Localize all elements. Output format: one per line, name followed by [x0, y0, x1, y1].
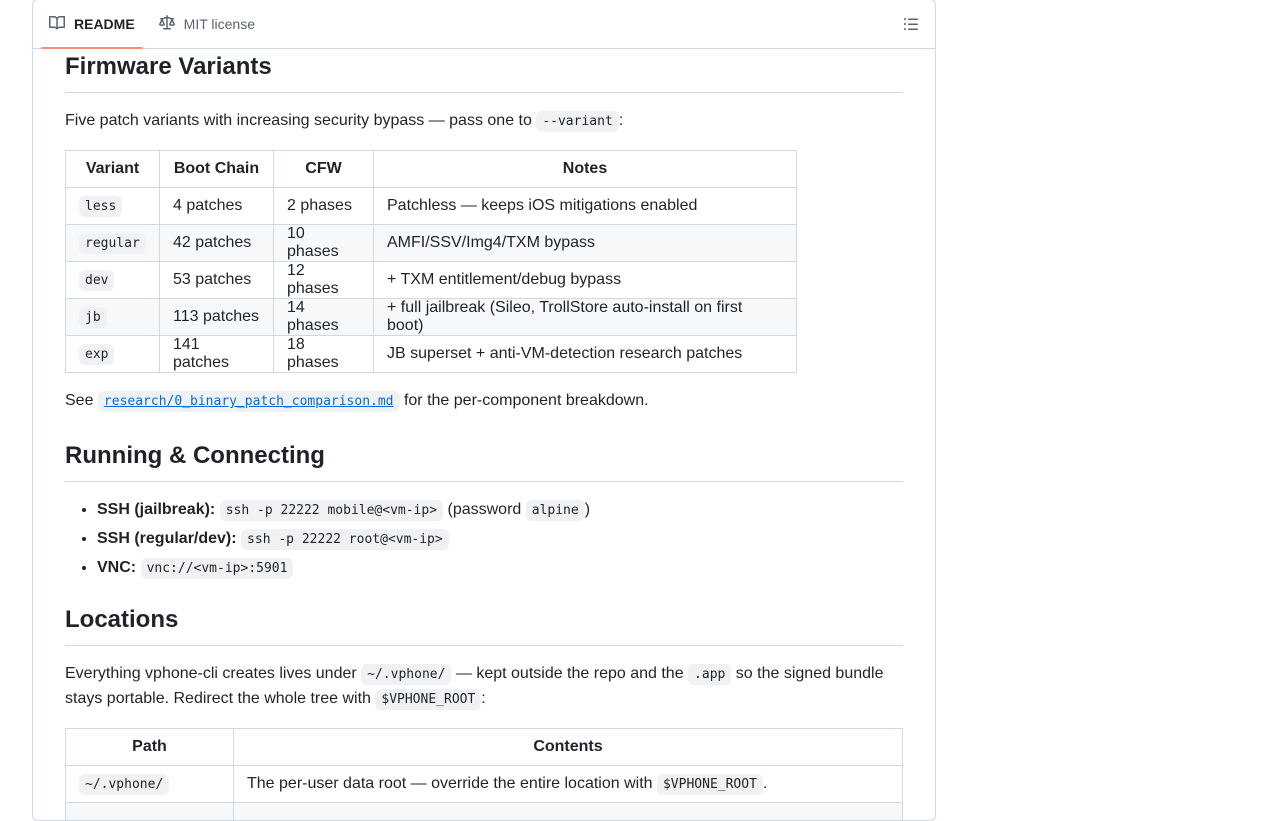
- locations-text: so the signed bundle stays portable. Redirect the whole tree with: [65, 665, 883, 707]
- cell-cfw: 18 phases: [274, 336, 374, 373]
- law-icon: [159, 15, 175, 34]
- vphone-dir-code: ~/.vphone/: [361, 664, 451, 685]
- list-item-suffix-end: ): [585, 501, 590, 518]
- ssh-jailbreak-code: ssh -p 22222 mobile@<vm-ip>: [220, 500, 443, 521]
- table-header-row: [66, 151, 797, 188]
- contents-text: The per-user data root — override the entire location with: [247, 775, 657, 792]
- tab-readme[interactable]: [41, 0, 143, 48]
- vnc-code: vnc://<vm-ip>:5901: [141, 558, 294, 579]
- cell-variant: [66, 299, 160, 336]
- variant-code: jb: [79, 307, 107, 328]
- tab-license-label: MIT license: [184, 16, 255, 32]
- cell-notes: JB superset + anti-VM-detection research patches: [374, 336, 797, 373]
- variant-flag-code: --variant: [536, 111, 618, 132]
- firmware-variants-table: [65, 150, 797, 373]
- list-unordered-icon: [903, 19, 919, 36]
- heading-running-connecting: Running & Connecting: [65, 441, 903, 482]
- patch-comparison-link-code: research/0_binary_patch_comparison.md: [98, 391, 400, 412]
- variant-code: regular: [79, 233, 146, 254]
- column-header: Contents: [234, 729, 903, 766]
- heading-firmware-variants: Firmware Variants: [65, 52, 903, 93]
- cell-notes: AMFI/SSV/Img4/TXM bypass: [374, 225, 797, 262]
- see-paragraph: [65, 389, 903, 414]
- column-header: Notes: [374, 151, 797, 188]
- firmware-intro-colon: :: [619, 112, 623, 129]
- cell-notes: + TXM entitlement/debug bypass: [374, 262, 797, 299]
- cell-notes: + full jailbreak (Sileo, TrollStore auto-install on first boot): [374, 299, 797, 336]
- book-icon: [49, 15, 65, 34]
- locations-text: Everything vphone-cli creates lives under: [65, 665, 361, 682]
- variant-code: dev: [79, 270, 114, 291]
- variant-code: less: [79, 196, 122, 217]
- table-header-row: [66, 729, 903, 766]
- column-header: Variant: [66, 151, 160, 188]
- locations-intro: [65, 662, 903, 712]
- firmware-intro: [65, 109, 903, 134]
- list-item-suffix: (password: [443, 501, 526, 518]
- table-row: [66, 188, 797, 225]
- outline-button[interactable]: [903, 16, 919, 32]
- cell-path: [66, 766, 234, 803]
- cell-variant: [66, 225, 160, 262]
- cell-boot-chain: 53 patches: [160, 262, 274, 299]
- cell-contents: [234, 766, 903, 803]
- cell-boot-chain: 4 patches: [160, 188, 274, 225]
- table-row: [66, 336, 797, 373]
- cell-cfw: 14 phases: [274, 299, 374, 336]
- firmware-intro-text: Five patch variants with increasing security bypass — pass one to: [65, 112, 536, 129]
- see-text-after: for the per-component breakdown.: [400, 392, 649, 409]
- locations-text: :: [481, 690, 485, 707]
- readme-tab-bar: [33, 0, 935, 49]
- password-code: alpine: [526, 500, 585, 521]
- readme-container: [32, 0, 936, 821]
- table-row: [66, 225, 797, 262]
- patch-comparison-link[interactable]: [98, 392, 400, 409]
- cell-variant: [66, 262, 160, 299]
- list-item-label: SSH (jailbreak):: [97, 501, 215, 518]
- connection-list: [65, 498, 903, 581]
- cell-path: [66, 803, 234, 821]
- cell-contents: [234, 803, 903, 821]
- table-row: [66, 803, 903, 821]
- locations-table: [65, 728, 903, 821]
- cell-variant: [66, 188, 160, 225]
- cell-boot-chain: 141 patches: [160, 336, 274, 373]
- list-item: [97, 498, 903, 523]
- vphone-root-code: $VPHONE_ROOT: [657, 774, 763, 795]
- table-row: [66, 262, 797, 299]
- see-text: See: [65, 392, 98, 409]
- list-item-label: SSH (regular/dev):: [97, 530, 237, 547]
- locations-text: — kept outside the repo and the: [451, 665, 688, 682]
- column-header: CFW: [274, 151, 374, 188]
- list-item: [97, 556, 903, 581]
- column-header: Path: [66, 729, 234, 766]
- list-item-label: VNC:: [97, 559, 136, 576]
- cell-boot-chain: 113 patches: [160, 299, 274, 336]
- ssh-regular-code: ssh -p 22222 root@<vm-ip>: [241, 529, 449, 550]
- table-row: [66, 766, 903, 803]
- cell-cfw: 2 phases: [274, 188, 374, 225]
- list-item: [97, 527, 903, 552]
- table-row: [66, 299, 797, 336]
- vphone-root-code: $VPHONE_ROOT: [375, 689, 481, 710]
- tab-readme-label: README: [74, 16, 135, 32]
- contents-text-end: .: [763, 775, 767, 792]
- cell-cfw: 12 phases: [274, 262, 374, 299]
- tab-license[interactable]: [151, 0, 263, 48]
- heading-locations: Locations: [65, 605, 903, 646]
- cell-variant: [66, 336, 160, 373]
- cell-boot-chain: 42 patches: [160, 225, 274, 262]
- path-code: ~/.vphone/: [79, 774, 169, 795]
- cell-notes: Patchless — keeps iOS mitigations enabled: [374, 188, 797, 225]
- column-header: Boot Chain: [160, 151, 274, 188]
- cell-cfw: 10 phases: [274, 225, 374, 262]
- readme-content: [65, 48, 903, 821]
- variant-code: exp: [79, 344, 114, 365]
- app-code: .app: [688, 664, 731, 685]
